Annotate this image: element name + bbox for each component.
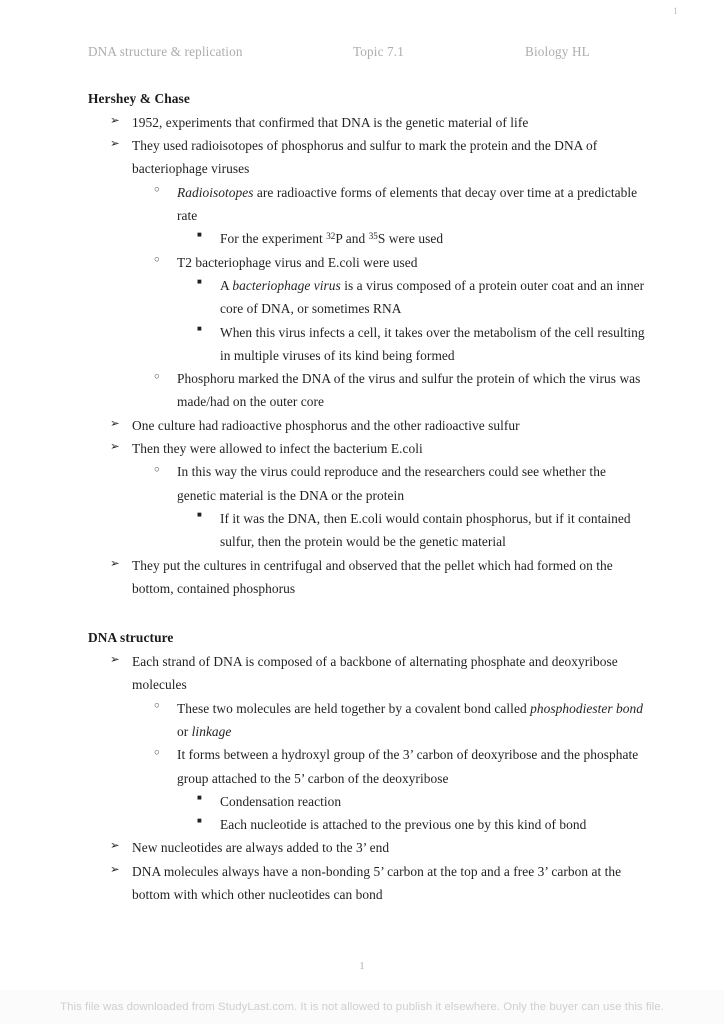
text-run: P and [335,231,369,247]
notes-section [88,627,648,906]
bullet-item-level-2 [88,697,648,744]
bullet-marker-level-2-icon: ○ [154,701,160,712]
running-header [88,44,648,62]
bullet-text [132,418,520,433]
italic-term: linkage [191,723,232,739]
bullet-text [132,558,613,596]
text-run: are radioactive forms of elements that decay over time at a predictable rate [177,184,638,223]
bullet-item-level-1 [88,554,648,601]
bullet-item-level-3 [88,790,648,813]
bullet-marker-level-2-icon: ○ [154,464,160,475]
bullet-marker-level-1-icon: ➢ [110,653,120,666]
bullet-item-level-3 [88,813,648,836]
bullet-marker-level-2-icon: ○ [154,747,160,758]
bullet-marker-level-3-icon: ■ [197,230,202,240]
bullet-text [177,255,418,270]
bullet-item-level-1 [88,134,648,181]
bullet-marker-level-1-icon: ➢ [110,114,120,127]
text-run: They put the cultures in centrifugal and observed that the pellet which had formed on the bottom, contained phosphorus [132,557,613,596]
bullet-text [132,654,618,692]
bullet-text [132,115,528,130]
italic-term: phosphodiester bond [530,700,644,716]
section-heading: DNA structure [88,630,174,646]
italic-term: bacteriophage virus [232,277,341,293]
bullet-marker-level-2-icon: ○ [154,255,160,266]
bullet-item-level-1 [88,111,648,134]
bullet-item-level-2 [88,181,648,228]
bullet-marker-level-1-icon: ➢ [110,557,120,570]
bullet-marker-level-2-icon: ○ [154,371,160,382]
bullet-marker-level-3-icon: ■ [197,816,202,826]
bullet-marker-level-3-icon: ■ [197,510,202,520]
text-run: or [177,723,192,739]
bullet-item-level-2 [88,251,648,274]
text-run: Each strand of DNA is composed of a backbone of alternating phosphate and deoxyribose molecules [132,653,618,693]
header-subject-title: DNA structure & replication [88,44,243,59]
bullet-text [177,371,640,409]
bullet-item-level-1 [88,836,648,859]
text-run: For the experiment [220,231,327,247]
bullet-text [220,511,631,549]
text-run: Phosphoru marked the DNA of the virus and sulfur the protein of which the virus was made/had on the outer core [177,371,641,410]
bullet-item-level-1 [88,414,648,437]
bullet-marker-level-3-icon: ■ [197,792,202,802]
bullet-text [177,185,637,223]
bullet-text [132,840,389,855]
text-run: They used radioisotopes of phosphorus and sulfur to mark the protein and the DNA of bacteriophage viruses [132,138,598,177]
bullet-text [220,278,644,316]
bullet-text [220,325,645,363]
bullet-text [177,747,638,785]
bullet-list [88,650,648,906]
bullet-marker-level-1-icon: ➢ [110,138,120,151]
bullet-text [220,231,443,246]
text-run: When this virus infects a cell, it takes over the metabolism of the cell resulting in multiple viruses of its kind being formed [220,324,645,363]
bullet-marker-level-1-icon: ➢ [110,417,120,430]
bullet-marker-level-1-icon: ➢ [110,863,120,876]
bullet-marker-level-1-icon: ➢ [110,840,120,853]
text-run: These two molecules are held together by a covalent bond called [177,700,531,716]
text-run: One culture had radioactive phosphorus and the other radioactive sulfur [132,417,520,433]
bullet-item-level-1 [88,860,648,907]
text-run: In this way the virus could reproduce and the researchers could see whether the genetic material is the DNA or the protein [177,464,606,503]
bullet-item-level-2 [88,367,648,414]
text-run: S were used [377,231,444,247]
footer-page-number: 1 [359,960,365,972]
text-run: New nucleotides are always added to the 3’ end [132,840,390,856]
italic-term: Radioisotopes [177,184,254,200]
bullet-item-level-2 [88,460,648,507]
bullet-text [132,441,423,456]
notes-section [88,88,648,600]
bullet-item-level-1 [88,437,648,460]
bullet-item-level-2 [88,743,648,790]
text-run: T2 bacteriophage virus and E.coli were used [177,254,418,270]
section-heading: Hershey & Chase [88,91,190,106]
watermark-bar [0,990,724,1024]
bullet-item-level-3 [88,321,648,368]
text-run: It forms between a hydroxyl group of the 3’ carbon of deoxyribose and the phosphate group attached to the 5’ carbon of the deoxyribose [177,747,639,786]
text-run: 1952, experiments that confirmed that DNA is the genetic material of life [132,114,529,130]
header-course-level: Biology HL [525,44,590,59]
text-run: A [220,277,233,293]
bullet-item-level-1 [88,650,648,697]
header-topic-number: Topic 7.1 [353,44,404,59]
bullet-list [88,111,648,601]
bullet-marker-level-1-icon: ➢ [110,441,120,454]
corner-page-number: 1 [673,6,678,16]
superscript-run: 32 [326,231,336,242]
text-run: If it was the DNA, then E.coli would contain phosphorus, but if it contained sulfur, then the protein would be the genetic material [220,511,631,550]
text-run: DNA molecules always have a non-bonding 5’ carbon at the top and a free 3’ carbon at the bottom with which other nucleotides can bond [132,863,622,903]
bullet-text [132,138,597,176]
text-run: Then they were allowed to infect the bacterium E.coli [132,441,423,457]
bullet-text [220,794,341,809]
bullet-item-level-3 [88,507,648,554]
notes-content [88,88,648,906]
bullet-marker-level-3-icon: ■ [197,276,202,286]
bullet-text [132,864,621,902]
text-run: Each nucleotide is attached to the previous one by this kind of bond [220,817,587,833]
bullet-item-level-3 [88,227,648,250]
bullet-text [177,464,606,502]
watermark-text: This file was downloaded from StudyLast.com. It is not allowed to publish it elsewhere. Only the buyer can use this file. [60,1001,664,1013]
bullet-item-level-3 [88,274,648,321]
bullet-text [220,817,586,832]
text-run: Condensation reaction [220,793,342,809]
text-run: is a virus composed of a protein outer coat and an inner core of DNA, or sometimes RNA [220,277,645,317]
bullet-marker-level-2-icon: ○ [154,185,160,196]
superscript-run: 35 [368,231,378,242]
bullet-text [177,701,643,739]
bullet-marker-level-3-icon: ■ [197,323,202,333]
